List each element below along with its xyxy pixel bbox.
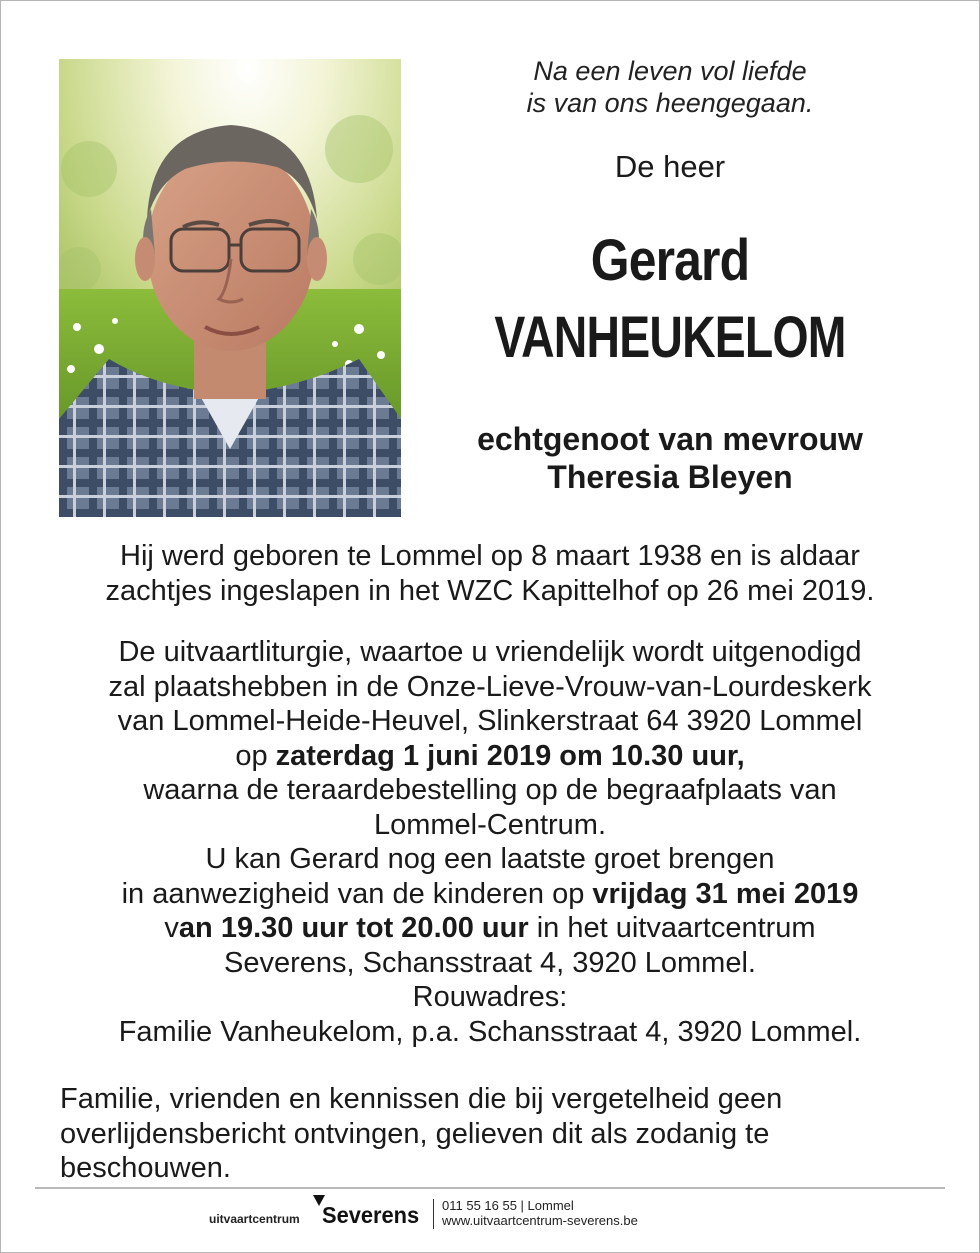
visitation-time-prefix: v [164,912,179,944]
spouse-line-1: echtgenoot van mevrouw [477,421,863,457]
visitation-place: in het uitvaartcentrum [528,912,816,944]
honorific: De heer [614,149,726,184]
contact-phone-location: 011 55 16 55 | Lommel [442,1198,574,1213]
ceremony-datetime: zaterdag 1 juni 2019 om 10.30 uur, [275,739,745,772]
birth-line-2: zachtjes ingeslapen in het WZC Kapittelhof op 26 mei 2019. [105,574,875,607]
funeral-line-3: van Lommel-Heide-Heuvel, Slinkerstraat 64 3920 Lommel [117,705,863,737]
closing-line-1: Familie, vrienden en kennissen die bij vergetelheid geen [60,1083,783,1115]
intro-line-2: is van ons heengegaan. [526,88,814,118]
intro-text [440,55,900,119]
brand-small-text: uitvaartcentrum [209,1212,300,1226]
mourning-address: Familie Vanheukelom, p.a. Schansstraat 4, 3920 Lommel. [118,1015,862,1048]
closing-paragraph [60,1082,920,1186]
footer-divider [35,1187,945,1189]
ceremony-prefix: op [235,739,276,772]
portrait-photo [59,59,401,517]
birth-line-1: Hij werd geboren te Lommel op 8 maart 1938 en is aldaar [120,540,860,572]
visitation-date: vrijdag 31 mei 2019 [592,877,859,910]
family-name: VANHEUKELOM [494,305,846,370]
funeral-line-4 [40,739,940,774]
mourning-address-label: Rouwadres: [412,981,568,1013]
funeral-paragraph [40,635,940,1049]
funeral-line-1: De uitvaartliturgie, waartoe u vriendelijk wordt uitgenodigd [118,636,862,668]
birth-paragraph [40,539,940,608]
funeral-line-8 [40,877,940,912]
funeral-line-5: waarna de teraardebestelling op de begraafplaats van [143,774,837,806]
contact-website[interactable]: www.uitvaartcentrum-severens.be [442,1213,638,1228]
closing-line-3: beschouwen. [60,1152,231,1184]
closing-line-2: overlijdensbericht ontvingen, gelieven dit als zodanig te [60,1117,770,1150]
intro-line-1: Na een leven vol liefde [533,56,807,86]
funeral-line-6: Lommel-Centrum. [373,808,607,841]
spouse-line-2: Theresia Bleyen [547,459,793,495]
visitation-time: an 19.30 uur tot 20.00 uur [178,912,529,944]
brand-name: Severens [322,1202,420,1228]
spouse-info [440,420,900,496]
given-name: Gerard [590,228,750,293]
funeral-line-9 [40,911,940,946]
contact-info [442,1198,638,1228]
funeral-line-7: U kan Gerard nog een laatste groet brengen [205,843,775,875]
funeral-home-footer [0,1193,980,1243]
visitation-prefix: in aanwezigheid van de kinderen op [121,877,593,910]
funeral-line-2: zal plaatshebben in de Onze-Lieve-Vrouw-van-Lourdeskerk [108,670,872,703]
footer-separator [433,1199,434,1229]
funeral-line-10: Severens, Schansstraat 4, 3920 Lommel. [224,946,756,979]
